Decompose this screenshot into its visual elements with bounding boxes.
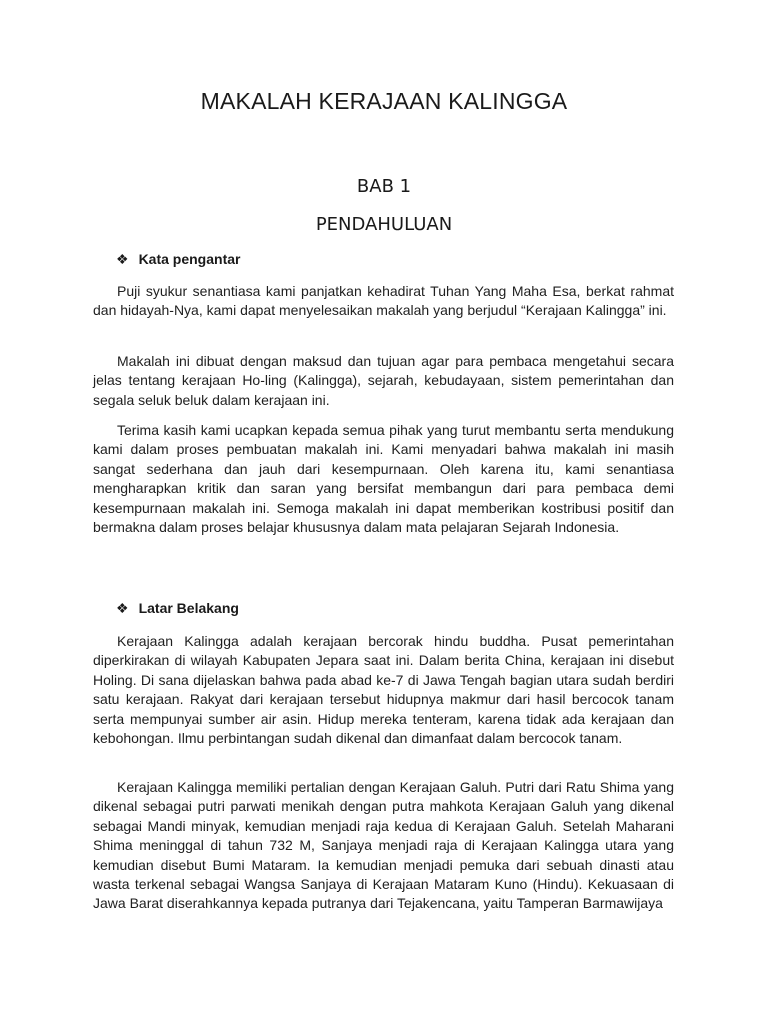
- paragraph: Terima kasih kami ucapkan kepada semua pihak yang turut membantu serta mendukung kami dalam proses pembuatan makalah ini. Kami menyadari bahwa makalah ini masih sangat sederhana dan jauh dari kesempurnaan. Oleh karena itu, kami senantiasa mengharapkan kritik dan saran yang bersifat membangun dari para pembaca demi kesempurnaan makalah ini. Semoga makalah ini dapat memberikan kostribusi positif dan bermakna dalam proses belajar khususnya dalam mata pelajaran Sejarah Indonesia.: [93, 422, 674, 536]
- section-heading-latar-belakang: [116, 600, 239, 616]
- diamond-ornament-icon: ❖: [116, 600, 129, 616]
- document-title: MAKALAH KERAJAAN KALINGGA: [200, 88, 568, 114]
- paragraph: Puji syukur senantiasa kami panjatkan kehadirat Tuhan Yang Maha Esa, berkat rahmat dan hidayah-Nya, kami dapat menyelesaikan makalah yang berjudul “Kerajaan Kalingga” ini.: [93, 283, 674, 319]
- paragraph: Kerajaan Kalingga memiliki pertalian dengan Kerajaan Galuh. Putri dari Ratu Shima yang dikenal sebagai putri parwati menikah dengan putra mahkota Kerajaan Galuh yang dikenal sebagai Mandi minyak, kemudian menjadi raja kedua di Kerajaan Galuh. Setelah Maharani Shima meninggal di tahun 732 M, Sanjaya menjadi raja di Kerajaan Kalingga utara yang kemudian disebut Bumi Mataram. Ia kemudian menjadi pemuka dari sebuah dinasti atau wasta terkenal sebagai Wangsa Sanjaya di Kerajaan Mataram Kuno (Hindu). Kekuasaan di Jawa Barat diserahkannya kepada putranya dari Tejakencana, yaitu Tamperan Barmawijaya: [93, 779, 674, 912]
- section-heading-kata-pengantar: [116, 251, 240, 267]
- chapter-number: BAB 1: [356, 176, 412, 197]
- section-heading-label: Latar Belakang: [138, 600, 239, 616]
- diamond-ornament-icon: ❖: [116, 251, 129, 267]
- chapter-title: PENDAHULUAN: [315, 214, 453, 235]
- paragraph: Kerajaan Kalingga adalah kerajaan bercorak hindu buddha. Pusat pemerintahan diperkirakan di wilayah Kabupaten Jepara saat ini. Dalam berita China, kerajaan ini disebut Holing. Di sana dijelaskan bahwa pada abad ke-7 di Jawa Tengah bagian utara sudah berdiri satu kerajaan. Rakyat dari kerajaan tersebut hidupnya makmur dari hasil bercocok tanam serta mempunyai sumber air asin. Hidup mereka tenteram, karena tidak ada kerajaan dan kebohongan. Ilmu perbintangan sudah dikenal dan dimanfaat dalam bercocok tanam.: [93, 633, 674, 747]
- paragraph: Makalah ini dibuat dengan maksud dan tujuan agar para pembaca mengetahui secara jelas tentang kerajaan Ho-ling (Kalingga), sejarah, kebudayaan, sistem pemerintahan dan segala seluk beluk dalam kerajaan ini.: [93, 353, 674, 408]
- section-heading-label: Kata pengantar: [138, 251, 241, 267]
